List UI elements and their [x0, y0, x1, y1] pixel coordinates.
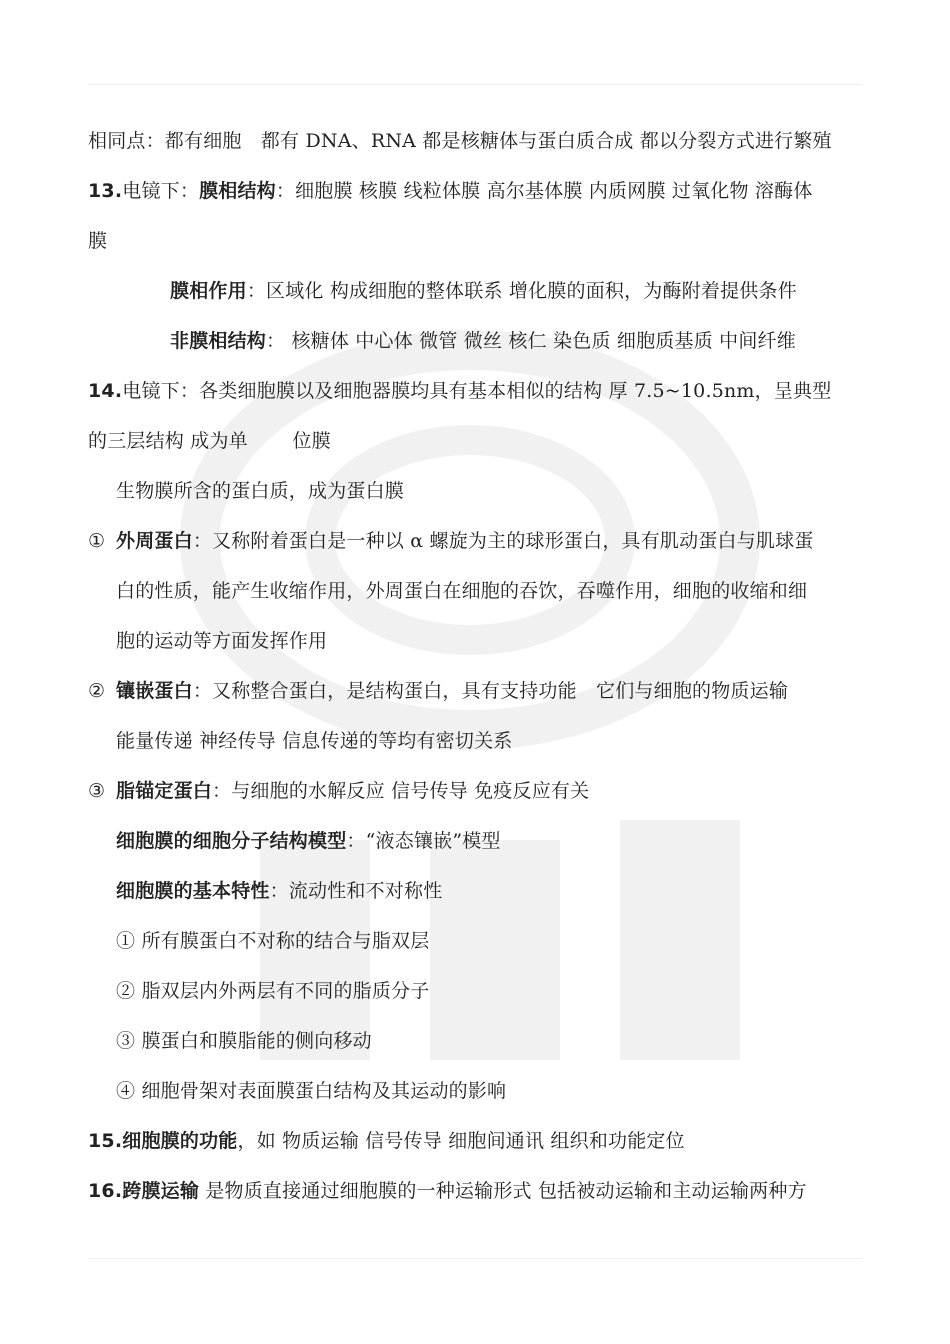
item-15 [88, 1124, 685, 1158]
item-number: 14. [88, 380, 123, 402]
item-number: 16. [88, 1180, 123, 1202]
term: 外周蛋白 [116, 530, 193, 552]
text: 膜 [88, 230, 108, 252]
line-model [116, 824, 501, 858]
line-unit-membrane [88, 424, 331, 458]
item-number: 15. [88, 1130, 123, 1152]
text: ：细胞膜 核膜 线粒体膜 高尔基体膜 内质网膜 过氧化物 溶酶体 [275, 180, 813, 202]
item-14 [88, 374, 831, 408]
line-properties [116, 874, 442, 908]
text: 电镜下：各类细胞膜以及细胞器膜均具有基本相似的结构 厚 7.5~10.5nm，呈典型 [122, 380, 832, 402]
text: 是物质直接通过细胞膜的一种运输形式 包括被动运输和主动运输两种方 [199, 1180, 807, 1202]
list-item [116, 924, 429, 958]
list-item-integral [88, 674, 788, 708]
list-item [116, 974, 429, 1008]
line-wrap [116, 574, 807, 608]
line-membrane-function [170, 274, 797, 308]
text: ：又称附着蛋白是一种以 α 螺旋为主的球形蛋白，具有肌动蛋白与肌球蛋 [192, 530, 814, 552]
list-item-lipid-anchored [88, 774, 589, 808]
line-similarities [88, 124, 832, 158]
list-marker: ③ [88, 780, 106, 802]
line-wrap [116, 624, 327, 658]
list-marker: ① [88, 530, 106, 552]
line-protein [116, 474, 404, 508]
header-rule [88, 84, 862, 85]
line-non-membrane [170, 324, 796, 358]
line-wrap [116, 724, 512, 758]
text: ：又称整合蛋白，是结构蛋白，具有支持功能 它们与细胞的物质运输 [192, 680, 789, 702]
text: ，如 物质运输 信号传导 细胞间通讯 组织和功能定位 [237, 1130, 685, 1152]
term: 镶嵌蛋白 [116, 680, 193, 702]
text: ① 所有膜蛋白不对称的结合与脂双层 [116, 930, 430, 952]
text: 电镜下： [122, 180, 200, 202]
term: 跨膜运输 [122, 1180, 200, 1202]
text: ：“液态镶嵌”模型 [346, 830, 501, 852]
term: 细胞膜的细胞分子结构模型 [116, 830, 347, 852]
list-item [116, 1074, 506, 1108]
term: 非膜相结构 [170, 330, 267, 352]
term: 膜相作用 [170, 280, 247, 302]
text: 白的性质，能产生收缩作用，外周蛋白在细胞的吞饮，吞噬作用，细胞的收缩和细 [116, 580, 808, 602]
text: 生物膜所含的蛋白质，成为蛋白膜 [116, 480, 405, 502]
list-marker: ② [88, 680, 106, 702]
item-number: 13. [88, 180, 123, 202]
term: 膜相结构 [199, 180, 276, 202]
text: ④ 细胞骨架对表面膜蛋白结构及其运动的影响 [116, 1080, 507, 1102]
text: ③ 膜蛋白和膜脂能的侧向移动 [116, 1030, 372, 1052]
text: ：区域化 构成细胞的整体联系 增化膜的面积，为酶附着提供条件 [246, 280, 797, 302]
list-item [116, 1024, 372, 1058]
text: 相同点：都有细胞 都有 DNA、RNA 都是核糖体与蛋白质合成 都以分裂方式进行繁殖 [88, 130, 832, 152]
text: 能量传递 神经传导 信息传递的等均有密切关系 [116, 730, 513, 752]
term: 细胞膜的功能 [122, 1130, 238, 1152]
text: ： 核糖体 中心体 微管 微丝 核仁 染色质 细胞质基质 中间纤维 [266, 330, 796, 352]
text: 胞的运动等方面发挥作用 [116, 630, 328, 652]
text: ：与细胞的水解反应 信号传导 免疫反应有关 [212, 780, 590, 802]
term: 脂锚定蛋白 [116, 780, 213, 802]
text: 的三层结构 成为单 位膜 [88, 430, 331, 452]
text: ：流动性和不对称性 [269, 880, 443, 902]
term: 细胞膜的基本特性 [116, 880, 270, 902]
item-13 [88, 174, 813, 208]
footer-rule [88, 1258, 862, 1259]
list-item-peripheral [88, 524, 814, 558]
item-16 [88, 1174, 807, 1208]
text: ② 脂双层内外两层有不同的脂质分子 [116, 980, 430, 1002]
line-wrap [88, 224, 107, 258]
